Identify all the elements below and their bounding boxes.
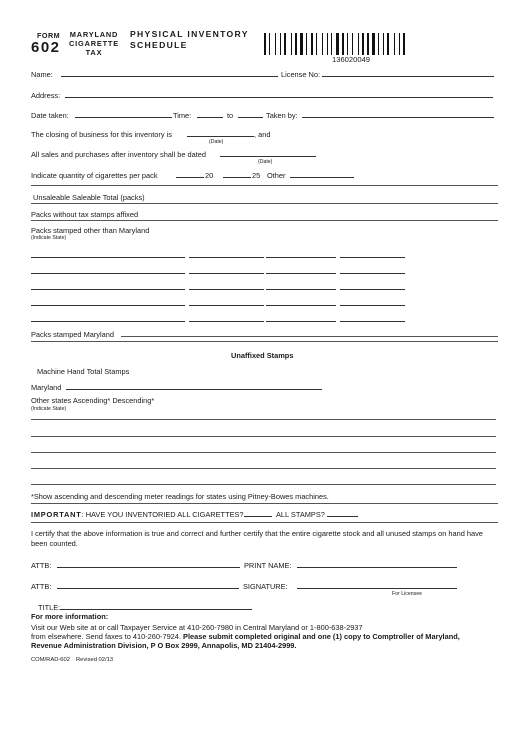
pack-count-field[interactable] (189, 321, 264, 322)
section-divider (31, 185, 498, 186)
pack-count-field[interactable] (340, 273, 405, 274)
barcode-bar (399, 33, 400, 55)
barcode-bar (362, 33, 364, 55)
state-name-field[interactable] (31, 305, 185, 306)
barcode-bar (293, 33, 294, 55)
barcode-bar (345, 33, 346, 55)
signature-label: SIGNATURE: (243, 582, 288, 591)
title-field[interactable] (60, 609, 252, 610)
unaffixed-columns-header: Machine Hand Total Stamps (37, 367, 130, 376)
barcode-number: 136020049 (332, 55, 371, 64)
agency-line-3: TAX (85, 48, 103, 57)
barcode (264, 33, 460, 55)
barcode-bar (280, 33, 281, 55)
form-label: FORM (37, 31, 61, 40)
qty-20-field[interactable] (176, 177, 204, 178)
barcode-bar (324, 33, 326, 55)
closing-text: The closing of business for this inventory is (31, 130, 172, 139)
pack-count-field[interactable] (189, 273, 264, 274)
closing-date-field[interactable] (187, 136, 254, 137)
barcode-bar (304, 33, 305, 55)
barcode-bar (327, 33, 328, 55)
attb-label-1: ATTB: (31, 561, 52, 570)
important-question-cigarettes: : HAVE YOU INVENTORIED ALL CIGARETTES? (81, 510, 244, 519)
pack-count-field[interactable] (266, 257, 336, 258)
date-taken-label: Date taken: (31, 111, 69, 120)
attb-field-1[interactable] (57, 567, 240, 568)
footer-revised: Revised 02/13 (76, 657, 114, 663)
sales-text: All sales and purchases after inventory shall be dated (31, 150, 207, 159)
sales-date-caption: (Date) (258, 159, 273, 165)
pack-count-field[interactable] (266, 321, 336, 322)
unaffixed-heading: Unaffixed Stamps (231, 351, 294, 360)
barcode-bar (354, 33, 357, 55)
barcode-bar (376, 33, 377, 55)
unaffixed-state-line[interactable] (31, 452, 496, 453)
barcode-bar (360, 33, 361, 55)
barcode-bar (333, 33, 335, 55)
important-label: IMPORTANT (31, 510, 82, 519)
title-label: TITLE: (38, 603, 61, 612)
barcode-bar (306, 33, 307, 55)
barcode-bar (358, 33, 359, 55)
barcode-bar (322, 33, 323, 55)
packs-header-rule (31, 203, 498, 204)
pack-count-field[interactable] (340, 289, 405, 290)
packs-stamped-other: Packs stamped other than Maryland (31, 226, 150, 235)
barcode-bar (298, 33, 299, 55)
barcode-bar (403, 33, 405, 55)
barcode-bar (275, 33, 276, 55)
certification-text: I certify that the above information is true and correct and further certify that the entire cigarette stock and all unused stamps on hand have been counted. (31, 529, 483, 548)
packs-without-stamps: Packs without tax stamps affixed (31, 210, 139, 219)
barcode-bar (370, 33, 371, 55)
title-line-2: SCHEDULE (130, 40, 188, 50)
pack-count-field[interactable] (189, 305, 264, 306)
print-name-label: PRINT NAME: (244, 561, 292, 570)
indicate-state-caption: (Indicate State) (31, 235, 67, 241)
barcode-bar (284, 33, 286, 55)
footer-form-code: COM/RAD-602 (31, 657, 70, 663)
unaffixed-other-states: Other states Ascending* Descending* (31, 396, 155, 405)
qty-other-label: Other (267, 171, 286, 180)
unaffixed-state-line[interactable] (31, 436, 496, 437)
barcode-bar (342, 33, 344, 55)
barcode-bar (383, 33, 384, 55)
barcode-bar (378, 33, 379, 55)
date-taken-field[interactable] (75, 117, 172, 118)
barcode-bar (316, 33, 317, 55)
address-label: Address: (31, 91, 61, 100)
more-info-heading: For more information: (31, 612, 109, 621)
barcode-bar (264, 33, 266, 55)
barcode-bar (396, 33, 398, 55)
taken-by-field[interactable] (302, 117, 494, 118)
pack-count-field[interactable] (266, 289, 336, 290)
barcode-bar (318, 33, 321, 55)
barcode-bar (401, 33, 402, 55)
barcode-bar (271, 33, 274, 55)
barcode-bar (282, 33, 283, 55)
attb-label-2: ATTB: (31, 582, 52, 591)
barcode-bar (269, 33, 270, 55)
license-field[interactable] (322, 76, 494, 77)
more-info-line-2 (31, 632, 460, 641)
more-info-fax: from elsewhere. Send faxes to 410-260-7924. (31, 632, 184, 641)
barcode-bar (340, 33, 341, 55)
barcode-bar (329, 33, 330, 55)
agency-name (68, 30, 120, 57)
agency-line-1: MARYLAND (69, 30, 119, 39)
closing-date-caption: (Date) (209, 139, 224, 145)
footnote-rule (31, 503, 498, 504)
state-name-field[interactable] (31, 289, 185, 290)
barcode-bar (385, 33, 386, 55)
form-title (130, 29, 249, 51)
barcode-bar (365, 33, 366, 55)
name-label: Name: (31, 70, 53, 79)
barcode-bar (380, 33, 382, 55)
barcode-bar (347, 33, 348, 55)
pack-count-field[interactable] (189, 289, 264, 290)
packs-stamped-maryland-field[interactable] (121, 336, 498, 337)
barcode-bar (352, 33, 353, 55)
barcode-bar (387, 33, 389, 55)
qty-25-label: 25 (252, 171, 261, 180)
state-name-field[interactable] (31, 257, 185, 258)
barcode-bar (349, 33, 351, 55)
unaffixed-state-line[interactable] (31, 419, 496, 420)
unaffixed-maryland-field[interactable] (66, 389, 322, 390)
more-info-line-3: Revenue Administration Division, P O Box 2999, Annapolis, MD 21404-2999. (31, 641, 297, 650)
unaffixed-state-line[interactable] (31, 468, 496, 469)
pack-count-field[interactable] (340, 257, 405, 258)
barcode-bar (267, 33, 268, 55)
important-rule (31, 522, 498, 523)
for-licensee-caption: For Licensee (392, 591, 422, 597)
qty-20-label: 20 (205, 171, 214, 180)
time-from-field[interactable] (197, 117, 223, 118)
to-label: to (227, 111, 234, 120)
barcode-bar (372, 33, 375, 55)
unaffixed-maryland: Maryland (31, 383, 62, 392)
title-line-1: PHYSICAL INVENTORY (130, 29, 249, 39)
agency-line-2: CIGARETTE (69, 39, 119, 48)
barcode-bar (314, 33, 315, 55)
pack-count-field[interactable] (266, 305, 336, 306)
attb-field-2[interactable] (57, 588, 239, 589)
packs-without-stamps-rule (31, 220, 498, 221)
unaffixed-state-line[interactable] (31, 484, 496, 485)
barcode-bar (295, 33, 297, 55)
state-name-field[interactable] (31, 273, 185, 274)
taken-by-label: Taken by: (266, 111, 298, 120)
license-label: License No: (281, 70, 321, 79)
pack-count-field[interactable] (340, 321, 405, 322)
barcode-bar (394, 33, 395, 55)
barcode-bar (406, 33, 407, 55)
important-line (31, 510, 244, 519)
quantity-text: Indicate quantity of cigarettes per pack (31, 171, 158, 180)
time-to-field[interactable] (238, 117, 263, 118)
more-info-line-1: Visit our Web site at or call Taxpayer Service at 410-260-7980 in Central Maryland or 1-800-638-2937 (31, 623, 363, 632)
sales-date-field[interactable] (220, 156, 316, 157)
barcode-bar (367, 33, 369, 55)
state-name-field[interactable] (31, 321, 185, 322)
print-name-field[interactable] (297, 567, 457, 568)
qty-25-field[interactable] (223, 177, 251, 178)
more-info-submit: Please submit completed original and one (1) copy to Comptroller of Maryland, (183, 632, 460, 641)
barcode-bar (336, 33, 339, 55)
pack-count-field[interactable] (189, 257, 264, 258)
packs-columns-header: Unsaleable Saleable Total (packs) (33, 193, 145, 202)
qty-other-field[interactable] (290, 177, 354, 178)
form-number: 602 (31, 39, 61, 56)
barcode-bar (331, 33, 332, 55)
cigarettes-answer-field[interactable] (244, 516, 272, 517)
barcode-bar (291, 33, 292, 55)
pack-count-field[interactable] (340, 305, 405, 306)
barcode-bar (308, 33, 310, 55)
closing-suffix: , and (254, 130, 271, 139)
packs-end-rule (31, 341, 498, 342)
meter-footnote: *Show ascending and descending meter readings for states using Pitney-Bowes machines. (31, 492, 329, 501)
barcode-bar (277, 33, 279, 55)
packs-stamped-maryland: Packs stamped Maryland (31, 330, 114, 339)
address-field[interactable] (65, 97, 493, 98)
barcode-bar (287, 33, 290, 55)
signature-field[interactable] (297, 588, 457, 589)
pack-count-field[interactable] (266, 273, 336, 274)
barcode-bar (311, 33, 313, 55)
barcode-bar (300, 33, 303, 55)
barcode-bar (390, 33, 393, 55)
name-field[interactable] (61, 76, 278, 77)
unaffixed-indicate-state: (Indicate State) (31, 406, 67, 412)
important-question-stamps: ALL STAMPS? (276, 510, 325, 519)
stamps-answer-field[interactable] (327, 516, 358, 517)
time-label: Time: (173, 111, 192, 120)
